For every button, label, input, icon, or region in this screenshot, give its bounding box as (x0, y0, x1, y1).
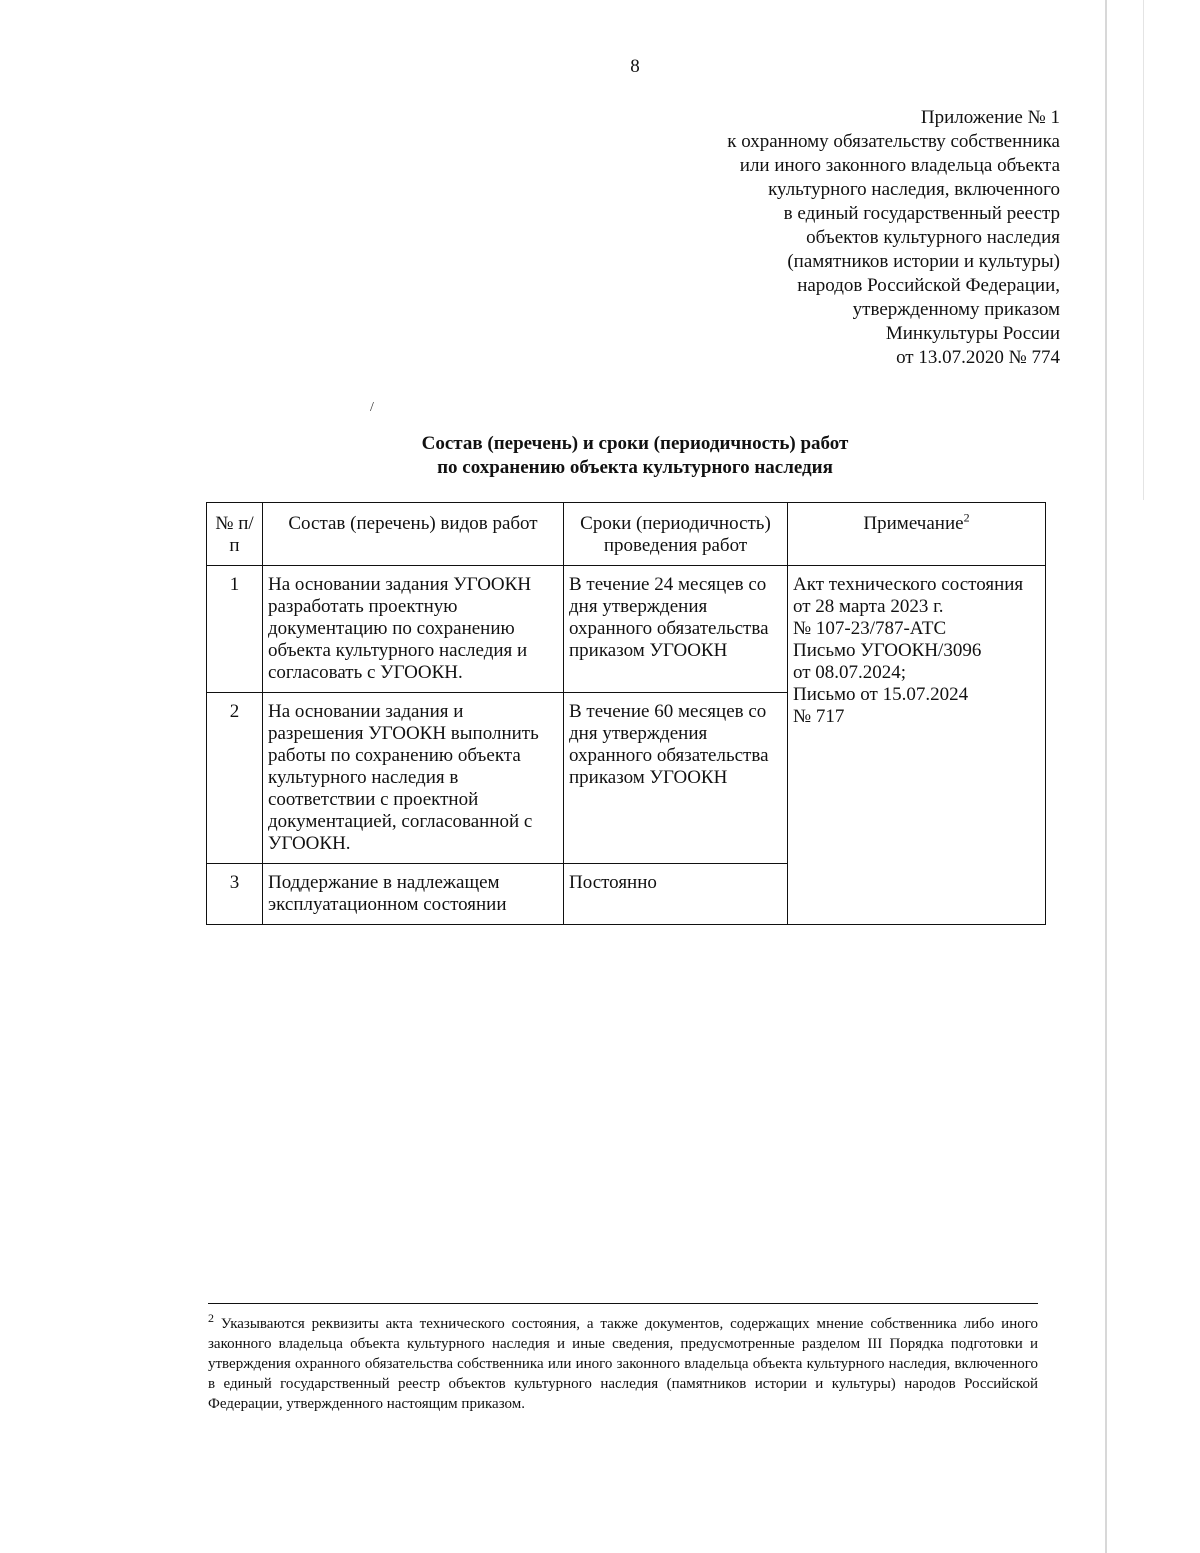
header-terms: Сроки (периодичность) проведения работ (564, 503, 788, 566)
footnote-separator (208, 1303, 1038, 1304)
scan-edge-line (1105, 0, 1107, 1553)
appendix-line: объектов культурного наследия (806, 227, 1060, 248)
appendix-line: к охранному обязательству собственника (727, 131, 1060, 152)
page-number: 8 (630, 56, 640, 77)
appendix-line: (памятников истории и культуры) (787, 251, 1060, 272)
footnote-ref: 2 (963, 510, 970, 525)
table-row (207, 566, 1046, 693)
header-note (788, 503, 1046, 566)
note-line: от 08.07.2024; (793, 662, 907, 683)
header-note-label: Примечание (863, 513, 964, 534)
appendix-line: народов Российской Федерации, (797, 275, 1060, 296)
appendix-line: Приложение № 1 (920, 107, 1060, 128)
header-num: № п/п (207, 503, 263, 566)
appendix-line: в единый государственный реестр (783, 203, 1060, 224)
note-line: № 107-23/787-АТС (793, 618, 947, 639)
footnote (208, 1311, 1039, 1414)
works-table (206, 502, 1046, 925)
scan-artifact-mark: / (370, 400, 374, 415)
footnote-text: Указываются реквизиты акта технического состояния, а также документов, содержащих мнение собственника либо иного законного владельца объекта культурного наследия и иные сведения, предусмотренные разделом III Порядка подготовки и утверждения охранного обязательства собственника или иного законного владельца объекта культурного наследия, включенного в единый государственный реестр объектов культурного наследия (памятников истории и культуры) народов Российской Федерации, утвержденного настоящим приказом. (208, 1316, 1039, 1412)
title-line-2: по сохранению объекта культурного наследия (437, 457, 833, 478)
appendix-line: от 13.07.2020 № 774 (896, 347, 1060, 368)
appendix-line: утвержденному приказом (852, 299, 1060, 320)
row-note (788, 566, 1046, 925)
note-line: от 28 марта 2023 г. (793, 596, 944, 617)
row-num: 2 (207, 693, 263, 864)
table-header-row (207, 503, 1046, 566)
row-works: На основании задания УГООКН разработать проектную документацию по сохранению объекта культурного наследия и согласовать с УГООКН. (263, 566, 564, 693)
row-terms: В течение 24 месяцев со дня утверждения охранного обязательства приказом УГООКН (564, 566, 788, 693)
title-line-1: Состав (перечень) и сроки (периодичность) работ (421, 433, 849, 454)
row-num: 3 (207, 864, 263, 925)
appendix-line: или иного законного владельца объекта (739, 155, 1060, 176)
note-line: Письмо от 15.07.2024 (793, 684, 969, 705)
row-terms: Постоянно (564, 864, 788, 925)
note-line: № 717 (793, 706, 845, 727)
appendix-header (500, 106, 1060, 370)
note-line: Акт технического состояния (793, 574, 1024, 595)
row-works: На основании задания и разрешения УГООКН выполнить работы по сохранению объекта культурного наследия в соответствии с проектной документацией, согласованной с УГООКН. (263, 693, 564, 864)
appendix-line: Минкультуры России (885, 323, 1060, 344)
footnote-marker: 2 (208, 1311, 214, 1325)
appendix-line: культурного наследия, включенного (768, 179, 1060, 200)
row-terms: В течение 60 месяцев со дня утверждения охранного обязательства приказом УГООКН (564, 693, 788, 864)
header-works: Состав (перечень) видов работ (263, 503, 564, 566)
document-title (0, 432, 1200, 480)
row-works: Поддержание в надлежащем эксплуатационном состоянии (263, 864, 564, 925)
row-num: 1 (207, 566, 263, 693)
note-line: Письмо УГООКН/3096 (793, 640, 982, 661)
